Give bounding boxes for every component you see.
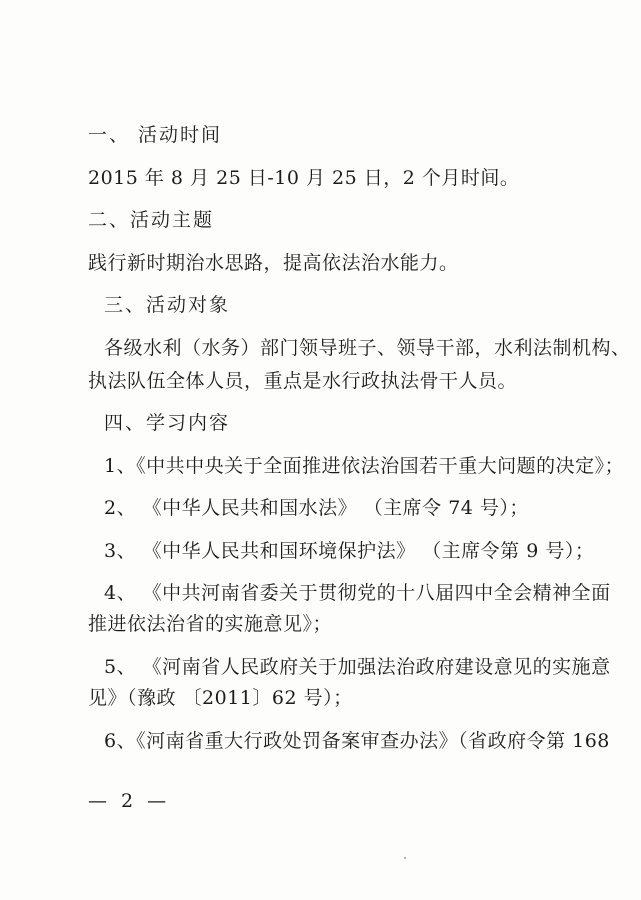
study-item-6-line1: 6、《河南省重大行政处罚备案审查办法》（省政府令第 168 [104,730,610,752]
study-item-1: 1、《中共中央关于全面推进依法治国若干重大问题的决定》； [104,455,625,477]
section-heading-activity-theme: 二、活动主题 [88,209,215,231]
page-number: — 2 — [88,790,171,812]
activity-time-text: 2015 年 8 月 25 日-10 月 25 日，2 个月时间。 [88,167,520,189]
study-item-5-line1: 5、 《河南省人民政府关于加强法治政府建设意见的实施意 [104,656,611,678]
study-item-5-line2: 见》（豫政 〔2011〕62 号）； [88,687,353,709]
activity-target-text-line2: 执法队伍全体人员，重点是水行政执法骨干人员。 [88,370,518,392]
study-item-2: 2、 《中华人民共和国水法》 （主席令 74 号）； [104,497,529,519]
section-heading-activity-time: 一、 活动时间 [88,124,223,146]
activity-target-text-line1: 各级水利（水务）部门领导班子、领导干部，水利法制机构、 [104,337,631,359]
study-item-4-line1: 4、 《中共河南省委关于贯彻党的十八届四中全会精神全面 [104,582,611,604]
activity-theme-text: 践行新时期治水思路，提高依法治水能力。 [88,252,459,274]
study-item-3: 3、 《中华人民共和国环境保护法》 （主席令第 9 号）； [104,540,595,562]
section-heading-study-content: 四、学习内容 [104,412,231,434]
section-heading-activity-target: 三、活动对象 [104,294,231,316]
study-item-4-line2: 推进依法治省的实施意见》； [88,613,333,635]
scan-speck [404,857,406,859]
